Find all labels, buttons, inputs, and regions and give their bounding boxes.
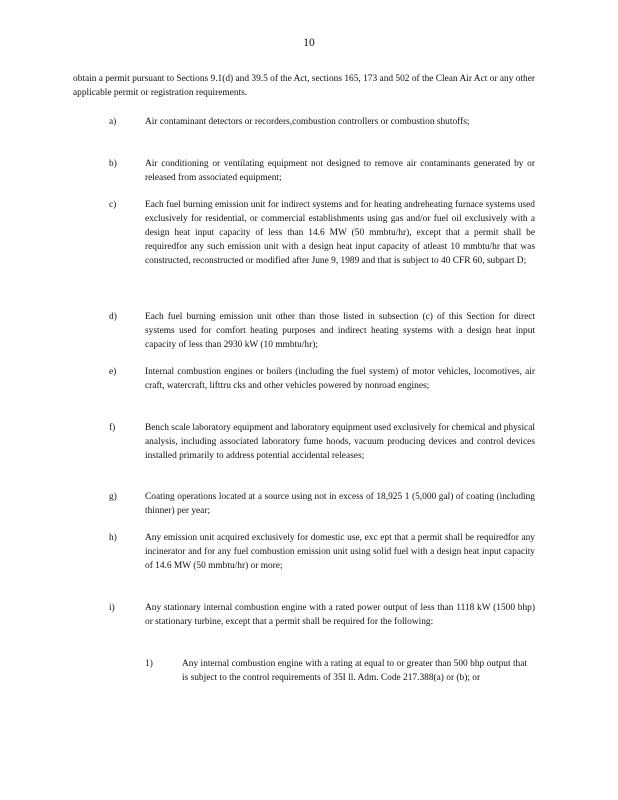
list-marker: a) (109, 117, 117, 127)
page-number: 10 (303, 37, 315, 49)
sub-list-item-text: Any internal combustion engine with a rating at equal to or greater than 500 bhp output that is subject to the control requirements of 35I ll. Adm. Code 217.388(a) or (b); or (182, 659, 527, 683)
list-item-text: Air conditioning or ventilating equipment not designed to remove air contaminants generated by or released from associated equipment; (145, 159, 535, 183)
intro-paragraph: obtain a permit pursuant to Sections 9.1(d) and 39.5 of the Act, sections 165, 173 and 502 of the Clean Air Act or any other applicable permit or registration requirements. (73, 74, 535, 98)
list-item-text: Bench scale laboratory equipment and laboratory equipment used exclusively for chemical and physical analysis, including associated laboratory fume hoods, vacuum producing devices and control devices installed primarily to address potential accidental releases; (145, 423, 535, 461)
list-item-text: Internal combustion engines or boilers (including the fuel system) of motor vehicles, locomotives, air craft, watercraft, lifttru cks and other vehicles powered by nonroad engines; (145, 367, 535, 391)
list-marker: e) (109, 367, 117, 377)
list-item-text: Each fuel burning emission unit other than those listed in subsection (c) of this Section for direct systems used for comfort heating purposes and indirect heating systems with a design heat input capacity of less than 2930 kW (10 mmbtu/hr); (145, 312, 535, 350)
list-marker: h) (109, 533, 117, 543)
list-marker: i) (109, 603, 115, 613)
list-item-text: Any stationary internal combustion engine with a rated power output of less than 1118 kW (1500 bhp) or stationary turbine, except that a permit shall be required for the following: (145, 603, 535, 627)
list-marker: g) (109, 492, 117, 502)
list-marker: c) (109, 200, 117, 210)
list-item-text: Air contaminant detectors or recorders,combustion controllers or combustion shutoffs; (145, 117, 470, 127)
list-item-text: Any emission unit acquired exclusively for domestic use, exc ept that a permit shall be requiredfor any incinerator and for any fuel combustion emission unit using solid fuel with a design heat input capacity of 14.6 MW (50 mmbtu/hr) or more; (145, 533, 535, 571)
list-marker: d) (109, 312, 117, 322)
sub-list-marker: 1) (145, 659, 153, 669)
list-marker: f) (109, 423, 116, 433)
list-item-text: Coating operations located at a source using not in excess of 18,925 1 (5,000 gal) of coating (including thinner) per year; (145, 492, 535, 516)
list-item-text: Each fuel burning emission unit for indirect systems and for heating andreheating furnace systems used exclusively for residential, or commercial establishments using gas and/or fuel oil exclusively with a design heat input capacity of less than 14.6 MW (50 mmbtu/hr), except that a permit shall be requiredfor any such emission unit with a design heat input capacity of atleast 10 mmbtu/hr that was constructed, reconstructed or modified after June 9, 1989 and that is subject to 40 CFR 60, subpart D; (145, 200, 535, 266)
list-marker: b) (109, 159, 117, 169)
